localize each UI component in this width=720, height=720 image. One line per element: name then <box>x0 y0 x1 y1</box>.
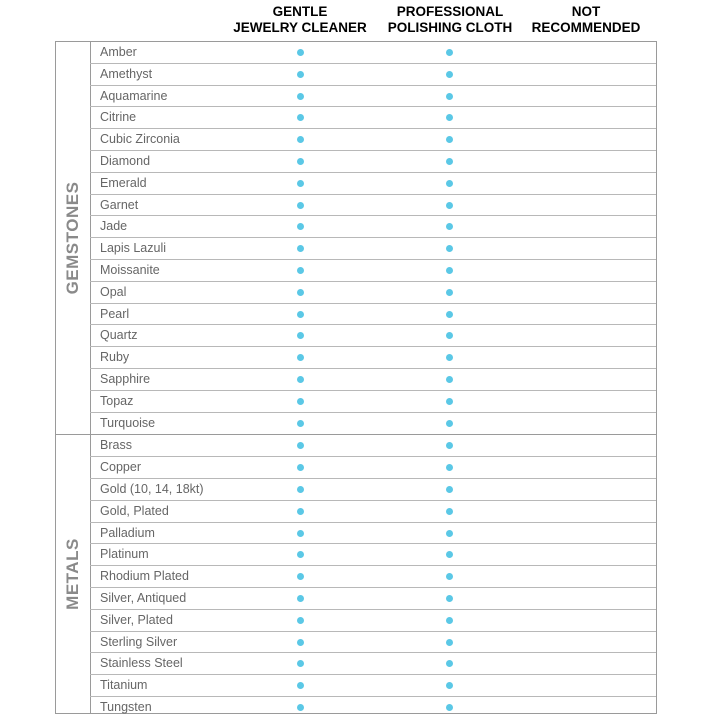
table-row <box>90 501 656 523</box>
table-row <box>90 479 656 501</box>
polishing-cloth-dot <box>446 420 453 427</box>
gentle-cleaner-dot <box>297 617 304 624</box>
polishing-cloth-dot <box>446 704 453 711</box>
gentle-cleaner-dot <box>297 289 304 296</box>
gentle-cleaner-dot <box>297 508 304 515</box>
gentle-cleaner-dot <box>297 245 304 252</box>
gentle-cleaner-dot <box>297 180 304 187</box>
gentle-cleaner-dot <box>297 682 304 689</box>
polishing-cloth-dot <box>446 136 453 143</box>
table-row <box>90 173 656 195</box>
material-name: Sterling Silver <box>100 634 178 649</box>
gentle-cleaner-dot <box>297 114 304 121</box>
gentle-cleaner-dot <box>297 573 304 580</box>
gentle-cleaner-dot <box>297 311 304 318</box>
gentle-cleaner-dot <box>297 464 304 471</box>
material-name: Sapphire <box>100 371 151 386</box>
gentle-cleaner-dot <box>297 158 304 165</box>
gentle-cleaner-dot <box>297 71 304 78</box>
table-row <box>90 325 656 347</box>
material-name: Ruby <box>100 350 130 365</box>
table-row <box>90 544 656 566</box>
polishing-cloth-dot <box>446 267 453 274</box>
gentle-cleaner-dot <box>297 354 304 361</box>
material-name: Amber <box>100 45 137 59</box>
metals-rows <box>90 435 656 713</box>
polishing-cloth-dot <box>446 617 453 624</box>
material-name: Gold (10, 14, 18kt) <box>100 481 204 496</box>
polishing-cloth-dot <box>446 398 453 405</box>
material-name: Aquamarine <box>100 88 168 103</box>
header-line: RECOMMENDED <box>531 20 641 35</box>
gentle-cleaner-dot <box>297 639 304 646</box>
table-row <box>90 195 656 217</box>
gemstones-group <box>56 42 656 434</box>
material-name: Turquoise <box>100 415 156 430</box>
polishing-cloth-dot <box>446 223 453 230</box>
table-row <box>90 610 656 632</box>
header-line: PROFESSIONAL <box>396 4 504 19</box>
gentle-cleaner-dot <box>297 595 304 602</box>
polishing-cloth-dot <box>446 245 453 252</box>
polishing-cloth-dot <box>446 639 453 646</box>
header-not-recommended <box>515 4 657 36</box>
gentle-cleaner-dot <box>297 136 304 143</box>
polishing-cloth-dot <box>446 158 453 165</box>
table-row <box>90 86 656 108</box>
polishing-cloth-dot <box>446 508 453 515</box>
polishing-cloth-dot <box>446 376 453 383</box>
header-line: JEWELRY CLEANER <box>233 20 367 35</box>
table-row <box>90 282 656 304</box>
table-row <box>90 107 656 129</box>
material-name: Silver, Plated <box>100 612 173 627</box>
polishing-cloth-dot <box>446 180 453 187</box>
material-name: Brass <box>100 438 132 453</box>
gentle-cleaner-dot <box>297 398 304 405</box>
gentle-cleaner-dot <box>297 704 304 711</box>
metals-label-cell <box>56 435 91 713</box>
polishing-cloth-dot <box>446 311 453 318</box>
gentle-cleaner-dot <box>297 202 304 209</box>
polishing-cloth-dot <box>446 660 453 667</box>
gemstones-rows <box>90 42 656 434</box>
gentle-cleaner-dot <box>297 223 304 230</box>
metals-label: METALS <box>63 538 82 611</box>
table-row <box>90 64 656 86</box>
table-row <box>90 260 656 282</box>
material-name: Tungsten <box>100 699 152 714</box>
polishing-cloth-dot <box>446 93 453 100</box>
table-row <box>90 435 656 457</box>
gentle-cleaner-dot <box>297 551 304 558</box>
table-row <box>90 304 656 326</box>
material-name: Emerald <box>100 175 147 190</box>
gemstones-label-cell <box>56 42 91 434</box>
gentle-cleaner-dot <box>297 332 304 339</box>
material-name: Jade <box>100 219 128 234</box>
material-name: Stainless Steel <box>100 656 183 671</box>
table-row <box>90 216 656 238</box>
gentle-cleaner-dot <box>297 376 304 383</box>
table-row <box>90 588 656 610</box>
material-name: Rhodium Plated <box>100 569 189 584</box>
gentle-cleaner-dot <box>297 486 304 493</box>
table-row <box>90 457 656 479</box>
polishing-cloth-dot <box>446 202 453 209</box>
table-row <box>90 151 656 173</box>
polishing-cloth-dot <box>446 486 453 493</box>
table-row <box>90 653 656 675</box>
gentle-cleaner-dot <box>297 530 304 537</box>
material-name: Copper <box>100 460 141 475</box>
material-name: Platinum <box>100 547 149 562</box>
material-name: Citrine <box>100 110 137 125</box>
material-name: Moissanite <box>100 262 160 277</box>
table-row <box>90 129 656 151</box>
material-name: Lapis Lazuli <box>100 241 167 256</box>
header-line: POLISHING CLOTH <box>387 20 513 35</box>
polishing-cloth-dot <box>446 442 453 449</box>
material-name: Opal <box>100 284 127 299</box>
gentle-cleaner-dot <box>297 93 304 100</box>
gentle-cleaner-dot <box>297 267 304 274</box>
polishing-cloth-dot <box>446 71 453 78</box>
table-row <box>90 413 656 435</box>
polishing-cloth-dot <box>446 551 453 558</box>
material-name: Amethyst <box>100 66 153 81</box>
table-row <box>90 347 656 369</box>
material-name: Titanium <box>100 678 148 693</box>
table-row <box>90 369 656 391</box>
header-line: NOT <box>571 4 601 19</box>
polishing-cloth-dot <box>446 464 453 471</box>
table-row <box>90 632 656 654</box>
polishing-cloth-dot <box>446 332 453 339</box>
material-name: Silver, Antiqued <box>100 590 187 605</box>
material-name: Diamond <box>100 153 151 168</box>
table-row <box>90 523 656 545</box>
gemstones-label: GEMSTONES <box>63 181 82 295</box>
gentle-cleaner-dot <box>297 442 304 449</box>
material-name: Cubic Zirconia <box>100 132 180 147</box>
material-name: Palladium <box>100 525 155 540</box>
table-row <box>90 42 656 64</box>
table-row <box>90 566 656 588</box>
table-row <box>90 675 656 697</box>
gentle-cleaner-dot <box>297 49 304 56</box>
polishing-cloth-dot <box>446 49 453 56</box>
material-name: Garnet <box>100 197 139 212</box>
material-name: Quartz <box>100 328 138 343</box>
polishing-cloth-dot <box>446 114 453 121</box>
header-gentle-jewelry-cleaner <box>225 4 375 36</box>
polishing-cloth-dot <box>446 354 453 361</box>
gentle-cleaner-dot <box>297 420 304 427</box>
polishing-cloth-dot <box>446 573 453 580</box>
column-headers <box>0 4 720 40</box>
material-name: Gold, Plated <box>100 503 169 518</box>
polishing-cloth-dot <box>446 530 453 537</box>
header-line: GENTLE <box>272 4 328 19</box>
polishing-cloth-dot <box>446 682 453 689</box>
gentle-cleaner-dot <box>297 660 304 667</box>
polishing-cloth-dot <box>446 289 453 296</box>
metals-group <box>56 434 656 713</box>
table-row <box>90 238 656 260</box>
table-row <box>90 697 656 719</box>
table-row <box>90 391 656 413</box>
polishing-cloth-dot <box>446 595 453 602</box>
care-table <box>55 41 657 714</box>
material-name: Topaz <box>100 393 134 408</box>
header-professional-polishing-cloth <box>375 4 525 36</box>
material-name: Pearl <box>100 306 130 321</box>
